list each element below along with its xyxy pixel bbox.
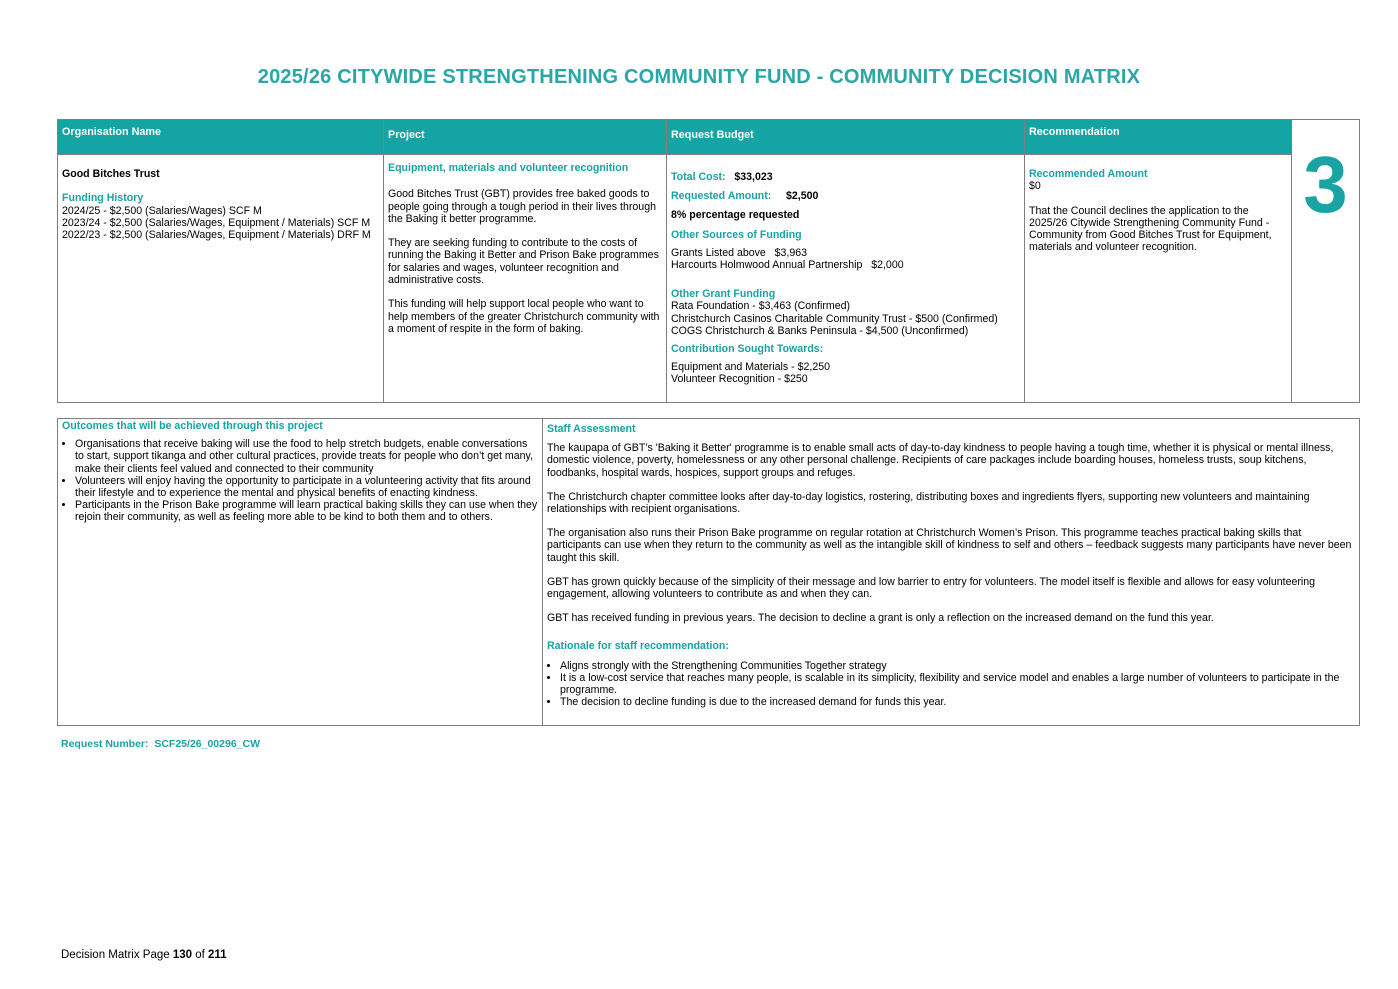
funding-history-item: 2022/23 - $2,500 (Salaries/Wages, Equipment / Materials) DRF M	[62, 229, 371, 242]
organisation-name: Good Bitches Trust	[62, 168, 160, 180]
request-number: Request Number: SCF25/26_00296_CW	[61, 738, 260, 750]
contribution-label: Contribution Sought Towards:	[671, 343, 824, 356]
project-description: This funding will help support local people who want to help members of the greater Christchurch community with a moment of respite in the form of baking.	[388, 298, 660, 335]
header-organisation-name: Organisation Name	[58, 120, 384, 155]
assessment-paragraph: GBT has grown quickly because of the simplicity of their message and low barrier to entry for volunteers. The model itself is flexible and allows for easy volunteering engagement, allowing volunteers to contribute as and when they can.	[547, 575, 1316, 601]
project-description: Good Bitches Trust (GBT) provides free baked goods to people going through a tough period in their lives through the Baking it better programme.	[388, 188, 656, 225]
rationale-item: • It is a low-cost service that reaches many people, is scalable in its simplicity, flexibility and service model and enables a large number of volunteers to participate in the programme.	[560, 672, 1355, 696]
footer-total-pages: 211	[208, 949, 227, 961]
project-name: Equipment, materials and volunteer recognition	[388, 162, 629, 174]
outcome-item: • Participants in the Prison Bake programme will learn practical baking skills they can use when they rejoin their community, as well as feeling more able to be kind to both them and to others.	[75, 499, 538, 523]
total-cost-label: Total Cost:	[671, 171, 726, 183]
assessment-paragraph: The organisation also runs their Prison Bake programme on regular rotation at Christchurch Women’s Prison. This programme teaches practical baking skills that participants can use when they return to the community as well as the intangible skill of kindness to self and others – feedback suggests many participants have never been taught this skill.	[547, 527, 1352, 564]
percentage-requested: 8% percentage requested	[671, 209, 800, 222]
assessment-table	[57, 418, 1360, 726]
header-recommendation: Recommendation	[1025, 120, 1292, 155]
page-title: 2025/26 CITYWIDE STRENGTHENING COMMUNITY FUND - COMMUNITY DECISION MATRIX	[257, 66, 1141, 88]
outcomes-list	[62, 438, 538, 523]
footer-of: of	[192, 949, 209, 961]
other-sources-label: Other Sources of Funding	[671, 228, 802, 241]
other-grant-item: COGS Christchurch & Banks Peninsula - $4,500 (Unconfirmed)	[671, 324, 969, 337]
rationale-item: • The decision to decline funding is due to the increased demand for funds this year.	[560, 696, 1355, 708]
recommended-amount-label: Recommended Amount	[1029, 168, 1148, 180]
other-source-item: Grants Listed above $3,963	[671, 246, 808, 259]
header-request-budget: Request Budget	[667, 120, 1025, 155]
rationale-item: • Aligns strongly with the Strengthening Communities Together strategy	[560, 660, 1355, 672]
assessment-paragraph: GBT has received funding in previous years. The decision to decline a grant is only a reflection on the increased demand on the fund this year.	[547, 612, 1214, 625]
assessment-paragraph: The kaupapa of GBT’s 'Baking it Better' programme is to enable small acts of day-to-day kindness to people having a tough time, whether it is physical or mental illness, domestic violence, poverty, homelessness or any other personal challenge. Recipients of care packages include boarding houses, homeless trusts, soup kitchens, foodbanks, hospital wards, hospices, support groups and refuges.	[547, 442, 1334, 479]
footer-prefix: Decision Matrix Page	[61, 949, 173, 961]
project-description: They are seeking funding to contribute to the costs of running the Baking it Better and Prison Bake programmes for salaries and wages, volunteer recognition and administrative costs.	[388, 237, 659, 287]
outcomes-cell	[58, 419, 543, 726]
rationale-label: Rationale for staff recommendation:	[547, 640, 729, 653]
other-source-item: Harcourts Holmwood Annual Partnership $2,000	[671, 259, 904, 272]
footer-page-number: 130	[172, 949, 193, 961]
contribution-item: Equipment and Materials - $2,250	[671, 361, 830, 374]
decision-table	[57, 119, 1360, 403]
requested-amount-value: $2,500	[785, 190, 819, 203]
total-cost-value: $33,023	[734, 171, 773, 183]
organisation-cell	[58, 155, 384, 403]
header-project: Project	[384, 120, 667, 155]
rationale-list	[547, 660, 1355, 709]
priority-cell	[1292, 120, 1360, 403]
funding-history-item: 2023/24 - $2,500 (Salaries/Wages, Equipment / Materials) SCF M	[62, 216, 371, 229]
other-grant-item: Rata Foundation - $3,463 (Confirmed)	[671, 300, 851, 313]
recommendation-cell	[1025, 155, 1292, 403]
assessment-paragraph: The Christchurch chapter committee looks after day-to-day logistics, rostering, distributing boxes and ingredients flyers, supporting new volunteers and maintaining relationships with recipient organisations.	[547, 490, 1310, 516]
other-grants-label: Other Grant Funding	[671, 288, 776, 301]
project-cell	[384, 155, 667, 403]
funding-history-item: 2024/25 - $2,500 (Salaries/Wages) SCF M	[62, 204, 262, 217]
recommended-amount-value: $0	[1029, 180, 1041, 193]
contribution-item: Volunteer Recognition - $250	[671, 373, 808, 386]
funding-history-label: Funding History	[62, 192, 144, 205]
staff-assessment-label: Staff Assessment	[547, 423, 636, 435]
budget-cell	[667, 155, 1025, 403]
staff-assessment-cell	[543, 419, 1360, 726]
page-footer	[61, 949, 227, 961]
requested-amount-label: Requested Amount:	[671, 190, 772, 203]
recommendation-text: That the Council declines the application to the 2025/26 Citywide Strengthening Community Fund - Community from Good Bitches Trust for Equipment, materials and volunteer recognition.	[1029, 204, 1272, 254]
other-grant-item: Christchurch Casinos Charitable Community Trust - $500 (Confirmed)	[671, 312, 998, 325]
outcome-item: • Organisations that receive baking will use the food to help stretch budgets, enable conversations to start, support tikanga and other cultural practices, provide treats for people who don’t get many, make their clients feel valued and connected to their community	[75, 438, 538, 475]
outcome-item: • Volunteers will enjoy having the opportunity to participate in a volunteering activity that fits around their lifestyle and to experience the mental and physical benefits of enacting kindness.	[75, 475, 538, 499]
outcomes-label: Outcomes that will be achieved through this project	[62, 420, 323, 432]
priority-number: 3	[1303, 140, 1348, 229]
